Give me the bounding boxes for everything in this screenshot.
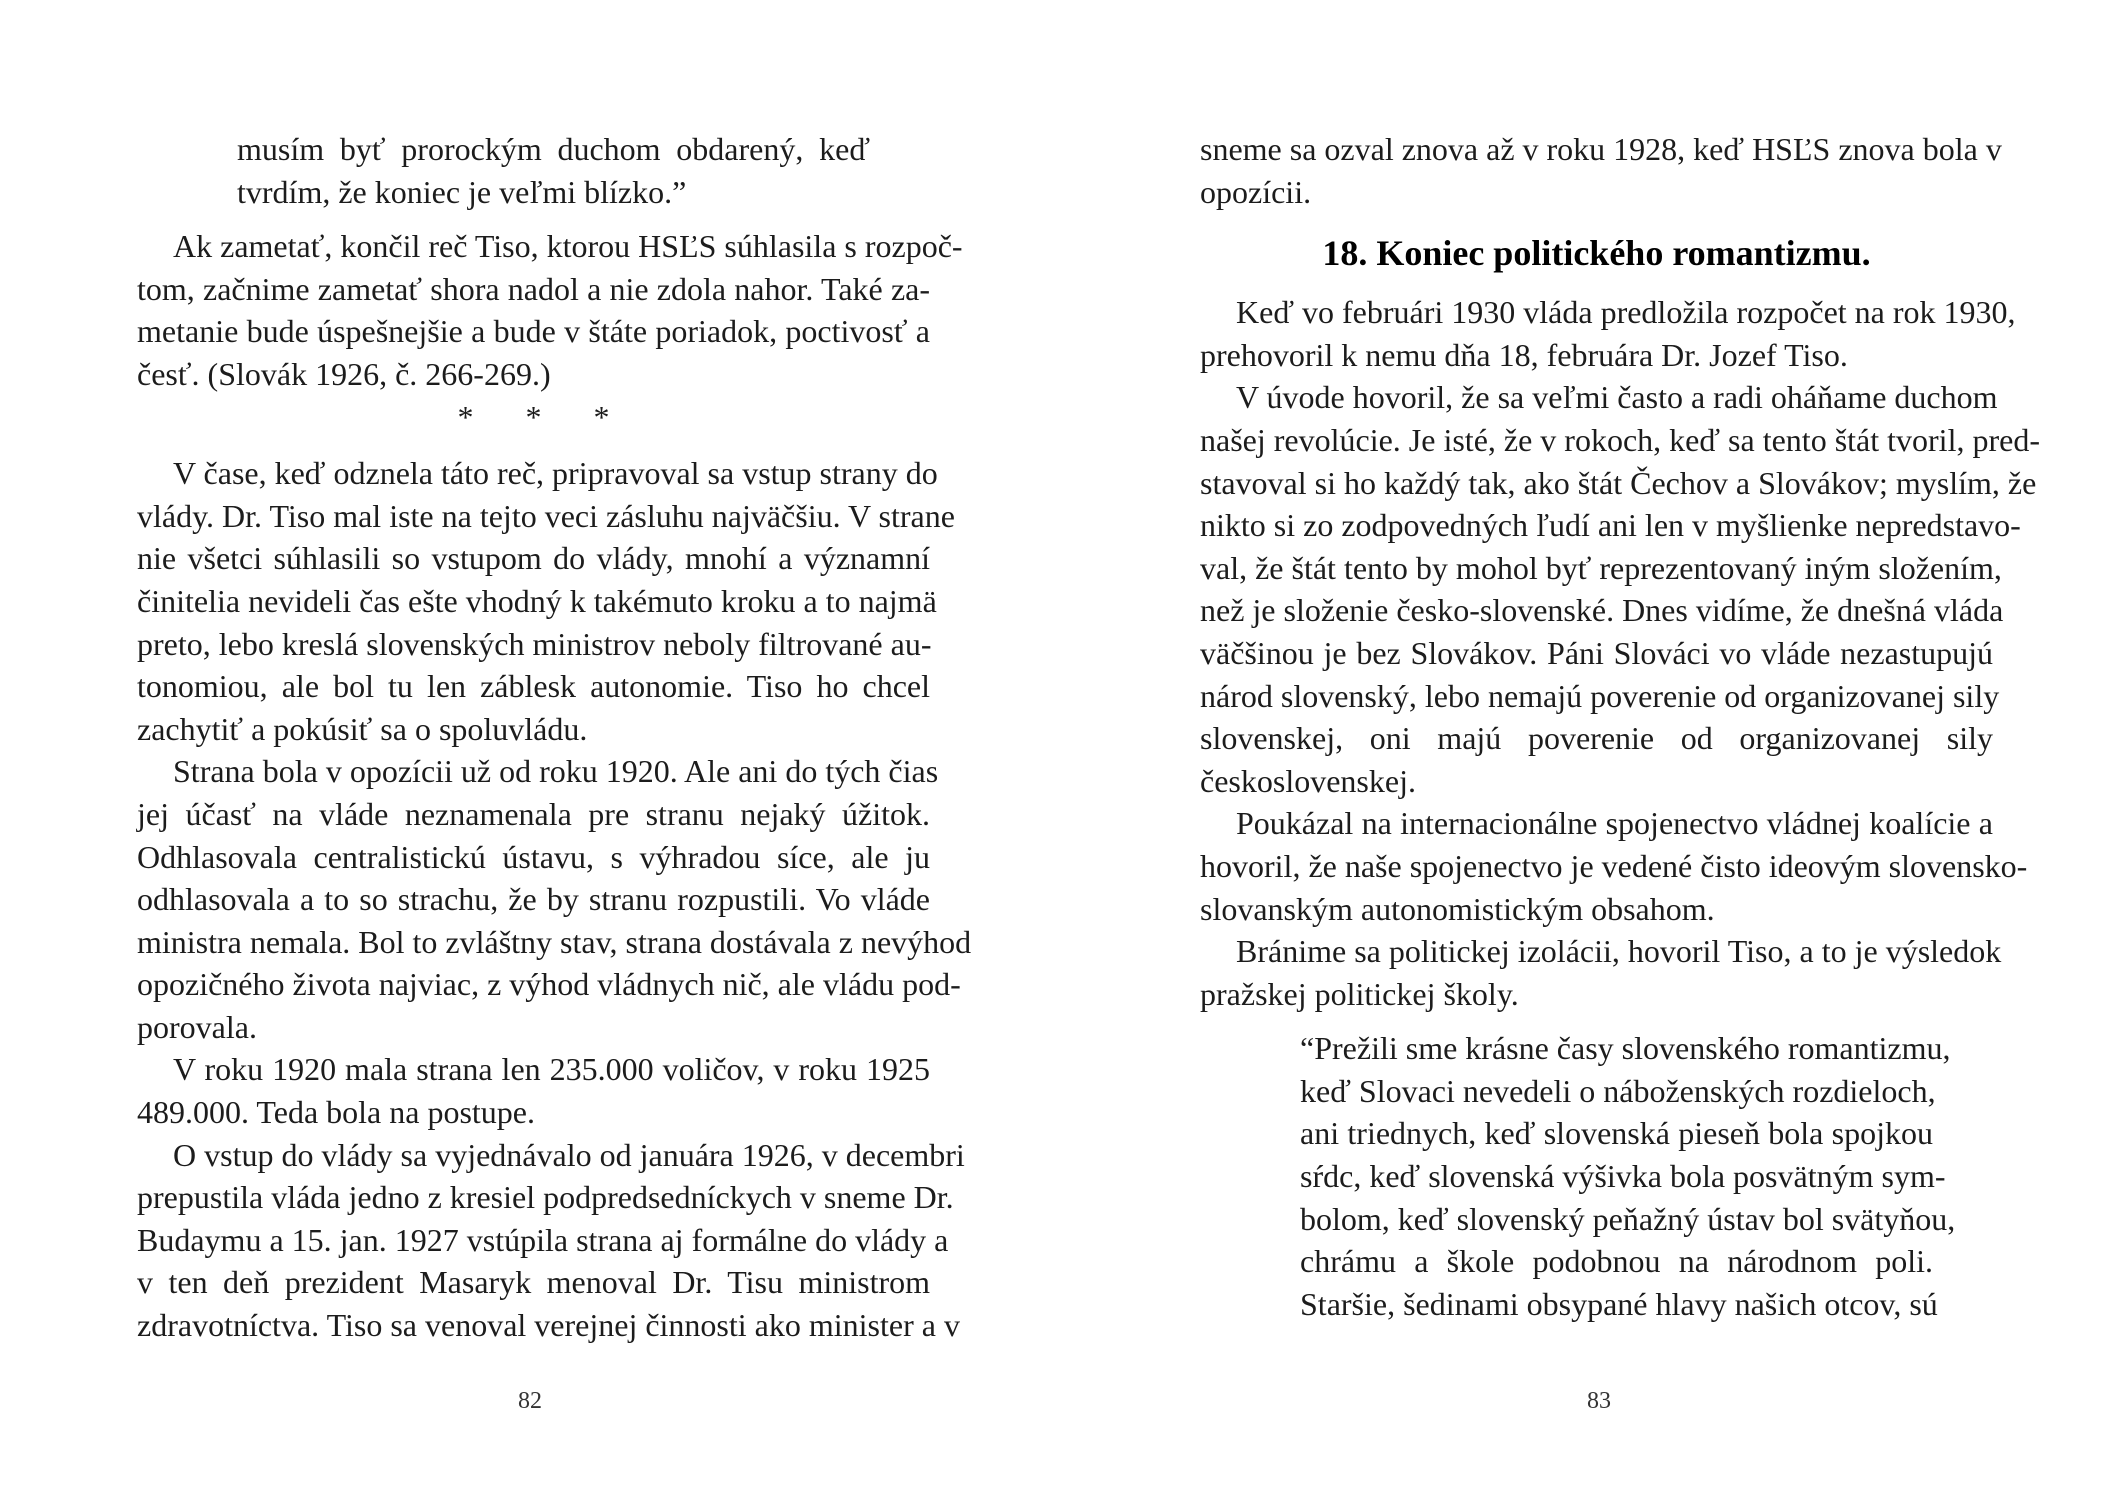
text-line: Keď vo februári 1930 vláda predložila rozpočet na rok 1930,: [1236, 294, 2016, 331]
text-line: hovoril, že naše spojenectvo je vedené čisto ideovým slovensko-: [1200, 847, 2028, 884]
text-line: porovala.: [137, 1008, 257, 1045]
paragraph: [137, 452, 955, 750]
text-line: chrámu a škole podobnou na národnom poli.: [1300, 1243, 1933, 1280]
text-line: než je složenie česko-slovenské. Dnes vidíme, že dnešná vláda: [1200, 592, 2004, 629]
paragraph: [1200, 376, 2040, 802]
text-line: Staršie, šedinami obsypané hlavy našich otcov, sú: [1300, 1285, 1938, 1322]
paragraph: [1200, 802, 2028, 930]
text-line: V roku 1920 mala strana len 235.000 voličov, v roku 1925: [173, 1051, 930, 1088]
text-line: národ slovenský, lebo nemajú poverenie od organizovanej sily: [1200, 677, 2000, 714]
text-line: keď Slovaci nevedeli o náboženských rozdieloch,: [1300, 1072, 1936, 1109]
text-line: nikto si zo zodpovedných ľudí ani len v myšlienke nepredstavo-: [1200, 507, 2021, 544]
text-line: jej účasť na vláde neznamenala pre stranu nejaký úžitok.: [137, 795, 930, 832]
text-line: metanie bude úspešnejšie a bude v štáte poriadok, poctivosť a: [137, 313, 930, 350]
text-line: tom, začnime zametať shora nadol a nie zdola nahor. Také za-: [137, 270, 930, 307]
text-line: ministra nemala. Bol to zvláštny stav, strana dostávala z nevýhod: [137, 923, 972, 960]
text-line: vlády. Dr. Tiso mal iste na tejto veci zásluhu najväčšiu. V strane: [137, 497, 955, 534]
right-page: [1059, 0, 2118, 1500]
text-line: O vstup do vlády sa vyjednávalo od januára 1926, v decembri: [173, 1136, 965, 1173]
text-line: pražskej politickej školy.: [1200, 975, 1519, 1012]
text-line: československej.: [1200, 762, 1416, 799]
text-line: našej revolúcie. Je isté, že v rokoch, keď sa tento štát tvoril, pred-: [1200, 421, 2040, 458]
page-number: 82: [518, 1388, 542, 1414]
text-line: Bránime sa politickej izolácii, hovoril Tiso, a to je výsledok: [1236, 933, 2002, 970]
text-line: Budaymu a 15. jan. 1927 vstúpila strana aj formálne do vlády a: [137, 1221, 949, 1258]
text-line: zachytiť a pokúsiť sa o spoluvládu.: [137, 710, 588, 747]
text-line: val, že štát tento by mohol byť reprezentovaný iným složením,: [1200, 549, 2002, 586]
text-line: Poukázal na internacionálne spojenectvo vládnej koalície a: [1236, 805, 1993, 842]
paragraph: [1200, 930, 2002, 1015]
text-line: činitelia nevideli čas ešte vhodný k takémuto kroku a to najmä: [137, 582, 937, 619]
text-line: stavoval si ho každý tak, ako štát Čechov a Slovákov; myslím, že: [1200, 464, 2037, 501]
text-line: preto, lebo kreslá slovenských ministrov neboly filtrované au-: [137, 625, 932, 662]
text-line: V čase, keď odznela táto reč, pripravoval sa vstup strany do: [173, 455, 938, 492]
quote-continuation: [137, 128, 930, 213]
text-line: sneme sa ozval znova až v roku 1928, keď HSĽS znova bola v: [1200, 131, 2002, 167]
paragraph: [137, 225, 963, 395]
text-line: Strana bola v opozícii už od roku 1920. Ale ani do tých čias: [173, 753, 939, 790]
right-page-text: [1200, 128, 2040, 1325]
block-quote: [1200, 1027, 1993, 1325]
text-line: slovenskej, oni majú poverenie od organizovanej sily: [1200, 720, 1993, 757]
paragraph: [1200, 128, 2002, 213]
text-line: tvrdím, že koniec je veľmi blízko.”: [237, 173, 687, 210]
paragraph: [137, 1048, 930, 1133]
page-number: 83: [1587, 1388, 1611, 1414]
text-line: opozičného života najviac, z výhod vládnych nič, ale vládu pod-: [137, 966, 961, 1003]
paragraph: [137, 750, 972, 1048]
text-line: ani triednych, keď slovenská pieseň bola spojkou: [1300, 1115, 1933, 1152]
text-line: väčšinou je bez Slovákov. Páni Slováci vo vláde nezastupujú: [1200, 634, 1993, 671]
left-page-text: [137, 128, 972, 1347]
text-line: tonomiou, ale bol tu len záblesk autonomie. Tiso ho chcel: [137, 668, 930, 705]
text-line: opozícii.: [1200, 173, 1312, 210]
section-separator: * * *: [457, 398, 632, 435]
text-line: Ak zametať, končil reč Tiso, ktorou HSĽS súhlasila s rozpoč-: [173, 228, 963, 265]
paragraph: [137, 1134, 965, 1347]
text-line: Odhlasovala centralistickú ústavu, s výhradou síce, ale ju: [137, 838, 930, 875]
text-line: prehovoril k nemu dňa 18, februára Dr. Jozef Tiso.: [1200, 336, 1848, 373]
text-line: česť. (Slovák 1926, č. 266-269.): [137, 355, 551, 392]
text-line: zdravotníctva. Tiso sa venoval verejnej činnosti ako minister a v: [137, 1307, 960, 1344]
text-line: V úvode hovoril, že sa veľmi často a radi oháňame duchom: [1236, 379, 1998, 416]
text-line: sŕdc, keď slovenská výšivka bola posvätným sym-: [1300, 1158, 1946, 1195]
text-line: v ten deň prezident Masaryk menoval Dr. Tisu ministrom: [137, 1264, 930, 1301]
text-line: “Prežili sme krásne časy slovenského romantizmu,: [1300, 1030, 1951, 1067]
text-line: odhlasovala a to so strachu, že by stranu rozpustili. Vo vláde: [137, 881, 930, 918]
text-line: prepustila vláda jedno z kresiel podpredsedníckych v sneme Dr.: [137, 1179, 954, 1216]
chapter-heading: 18. Koniec politického romantizmu.: [1322, 233, 1871, 274]
text-line: nie všetci súhlasili so vstupom do vlády, mnohí a významní: [137, 540, 930, 577]
text-line: slovanským autonomistickým obsahom.: [1200, 890, 1715, 927]
paragraph: [1200, 291, 2016, 376]
text-line: bolom, keď slovenský peňažný ústav bol svätyňou,: [1300, 1200, 1956, 1237]
text-line: musím byť prorockým duchom obdarený, keď: [237, 131, 870, 167]
text-line: 489.000. Teda bola na postupe.: [137, 1094, 535, 1131]
